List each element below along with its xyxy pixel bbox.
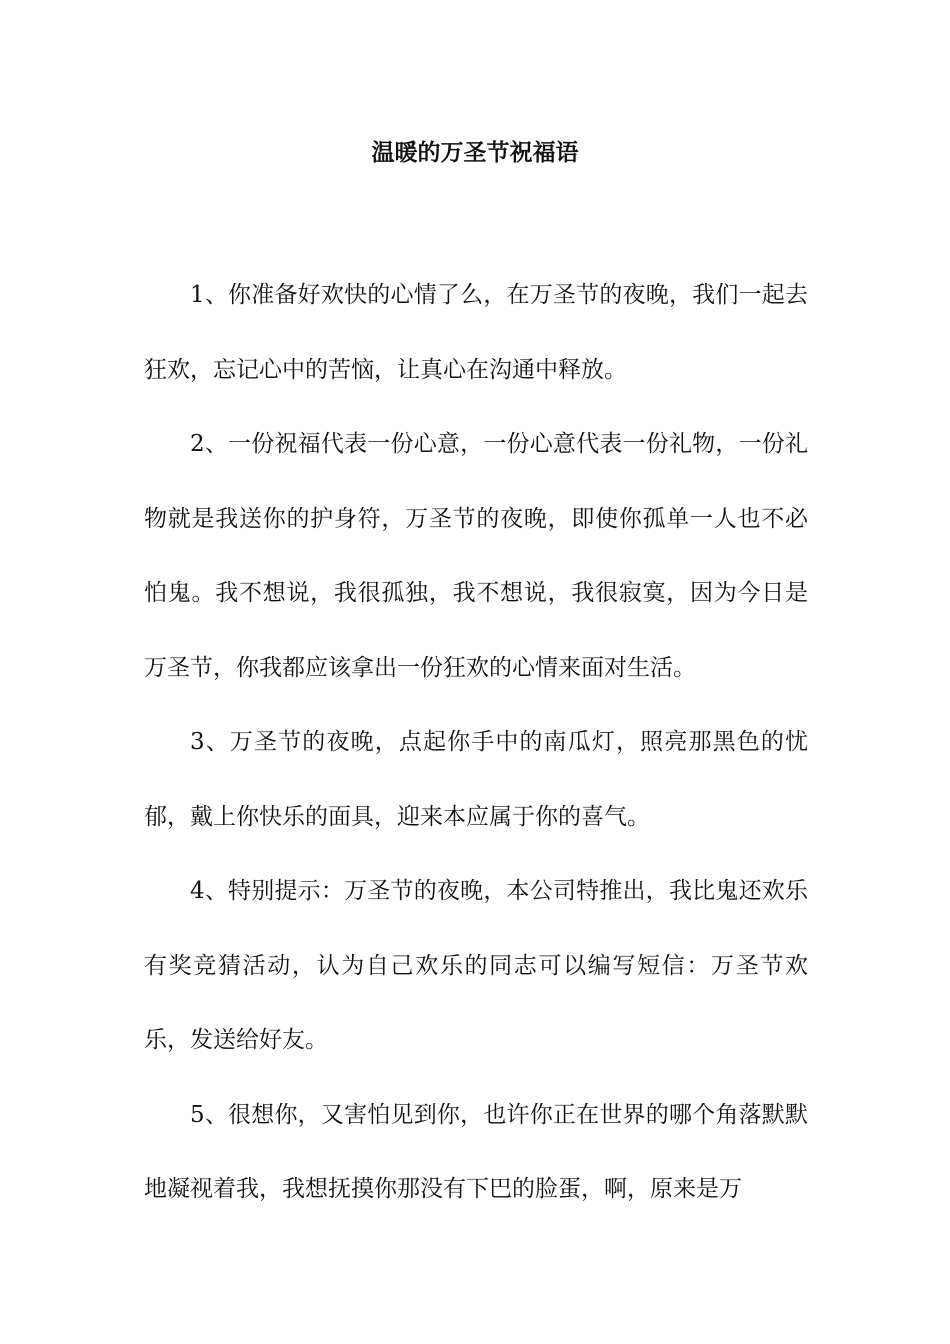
paragraph-1: 1、你准备好欢快的心情了么，在万圣节的夜晚，我们一起去狂欢，忘记心中的苦恼，让真心在沟通中释放。 [144,282,808,383]
paragraph-2: 2、一份祝福代表一份心意，一份心意代表一份礼物，一份礼物就是我送你的护身符，万圣节的夜晚，即使你孤单一人也不必怕鬼。我不想说，我很孤独，我不想说，我很寂寞，因为今日是万圣节，你我都应该拿出一份狂欢的心情来面对生活。 [144,431,808,681]
paragraph-3: 3、万圣节的夜晚，点起你手中的南瓜灯，照亮那黑色的忧郁，戴上你快乐的面具，迎来本应属于你的喜气。 [144,729,808,830]
paragraph-4: 4、特别提示：万圣节的夜晚，本公司特推出，我比鬼还欢乐有奖竞猜活动，认为自己欢乐的同志可以编写短信：万圣节欢乐，发送给好友。 [144,878,808,1053]
paragraph-5: 5、很想你，又害怕见到你，也许你正在世界的哪个角落默默地凝视着我，我想抚摸你那没有下巴的脸蛋，啊，原来是万 [144,1101,808,1202]
document-title: 温暖的万圣节祝福语 [371,139,579,166]
document-body [144,258,808,1227]
